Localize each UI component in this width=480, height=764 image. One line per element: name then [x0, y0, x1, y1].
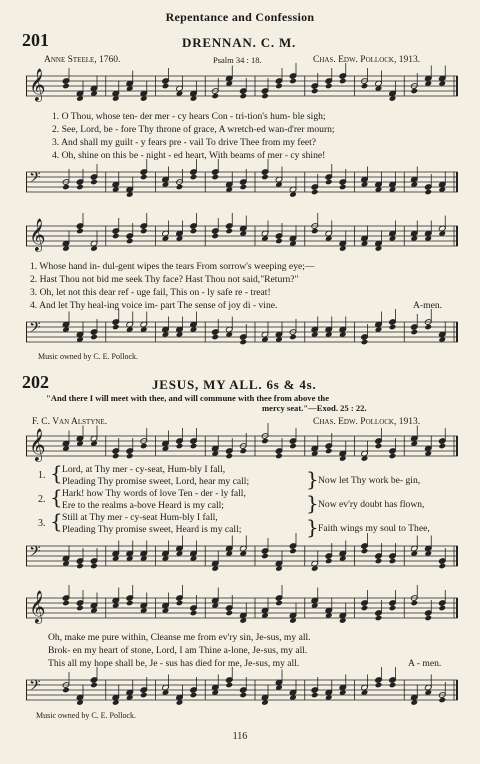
- svg-text:𝄞: 𝄞: [29, 68, 46, 101]
- hymn-201-s2-verse-3: 3. Oh, let not this dear ref - uge fail, This on - ly safe re - treat!: [30, 287, 271, 298]
- hymn-202-verse-3-number: 3.: [38, 518, 46, 529]
- hymn-202-brace-1: {: [50, 461, 63, 485]
- hymn-202-verse-1-number: 1.: [38, 470, 46, 481]
- hymn-202-epigraph-2: mercy seat."—Exod. 25 : 22.: [262, 403, 367, 413]
- hymn-201-bass-staff-1: [26, 164, 458, 204]
- hymn-201-footnote: Music owned by C. E. Pollock.: [38, 352, 138, 361]
- hymn-201-treble-staff-2: [26, 218, 458, 258]
- hymn-201-reference: Psalm 34 : 18.: [213, 55, 262, 65]
- hymn-202-author: F. C. Van Alstyne.: [32, 417, 108, 427]
- hymn-202-right-line-1: Now let Thy work be- gin,: [318, 475, 421, 486]
- hymn-202-v3-line-a: Still at Thy mer - cy-seat Hum-bly I fall,: [62, 512, 218, 523]
- hymn-202-epigraph-1: "And there I will meet with thee, and will commune with thee from above the: [46, 393, 330, 403]
- hymn-201-s1-verse-1: 1. O Thou, whose ten- der mer - cy hears Con - tri-tion's hum- ble sigh;: [52, 111, 326, 122]
- hymn-202-number: 202: [22, 372, 49, 392]
- hymn-201-s1-verse-2: 2. See, Lord, be - fore Thy throne of grace, A wretch-ed wan-d'rer mourn;: [52, 124, 335, 135]
- svg-text:𝄢: 𝄢: [29, 319, 41, 340]
- hymn-202-s2-verse-2: Brok- en my heart of stone, Lord, I am Thine a-lone, Je-sus, my all.: [48, 645, 308, 656]
- hymn-202-bass-staff-2: [26, 672, 458, 712]
- hymn-201-s2-verse-4: 4. And let Thy heal-ing voice im- part The sense of joy di - vine.: [30, 300, 278, 311]
- hymn-201-bass-staff-2: [26, 314, 458, 354]
- hymn-201-s2-verse-1: 1. Whose hand in- dul-gent wipes the tears From sorrow's weeping eye;—: [30, 261, 315, 272]
- hymn-202-s2-verse-3: This all my hope shall be, Je - sus has died for me, Je-sus, my all.: [48, 658, 300, 669]
- hymn-202-brace-right-3: }: [306, 515, 319, 539]
- hymn-201-composer: Chas. Edw. Pollock, 1913.: [313, 55, 421, 65]
- hymn-202-s2-verse-1: Oh, make me pure within, Cleanse me from ev'ry sin, Je-sus, my all.: [48, 632, 311, 643]
- hymn-201-s2-verse-2: 2. Hast Thou not bid me seek Thy face? Hast Thou not said,"Return?": [30, 274, 299, 285]
- hymn-202-treble-staff-1: [26, 428, 458, 468]
- hymn-201-tune: DRENNAN. C. M.: [182, 35, 297, 50]
- hymn-202-brace-right-2: }: [306, 491, 319, 515]
- hymn-202-right-line-3: Faith wings my soul to Thee,: [318, 523, 430, 534]
- hymn-202-v3-line-b: Pleading Thy promise sweet, Heard is my call;: [62, 524, 242, 535]
- hymn-201-treble-staff-1: [26, 68, 458, 108]
- page-number: 116: [232, 731, 248, 742]
- hymn-202-bass-staff-1: [26, 538, 458, 578]
- svg-text:𝄢: 𝄢: [29, 169, 41, 190]
- hymn-202-v2-line-a: Hark! how Thy words of love Ten - der - ly fall,: [62, 488, 246, 499]
- hymn-202-brace-right-1: }: [306, 467, 319, 491]
- hymn-202-v2-line-b: Ere to the realms a-bove Heard is my call;: [62, 500, 224, 511]
- hymn-202-tune: JESUS, MY ALL. 6s & 4s.: [152, 377, 317, 392]
- hymn-202-right-line-2: Now ev'ry doubt has flown,: [318, 499, 425, 510]
- svg-text:𝄞: 𝄞: [29, 590, 46, 623]
- svg-text:𝄞: 𝄞: [29, 428, 46, 461]
- hymn-202-v1-line-b: Pleading Thy promise sweet, Lord, hear my call;: [62, 476, 250, 487]
- hymn-202-brace-3: {: [50, 509, 63, 533]
- hymn-201-s1-verse-4: 4. Oh, shine on this be - night - ed heart, With beams of mer - cy shine!: [52, 150, 326, 161]
- hymn-202-composer: Chas. Edw. Pollock, 1913.: [313, 417, 421, 427]
- hymn-202-footnote: Music owned by C. E. Pollock.: [36, 711, 136, 720]
- svg-text:𝄢: 𝄢: [29, 543, 41, 564]
- hymn-201-number: 201: [22, 30, 49, 50]
- hymn-202-brace-2: {: [50, 485, 63, 509]
- page-header: Repentance and Confession: [165, 10, 315, 24]
- svg-text:𝄢: 𝄢: [29, 677, 41, 698]
- hymn-201-author: Anne Steele, 1760.: [44, 55, 121, 65]
- hymn-202-amen: A - men.: [408, 658, 442, 669]
- hymn-202-v1-line-a: Lord, at Thy mer - cy-seat, Hum-bly I fall,: [62, 464, 226, 475]
- svg-text:𝄞: 𝄞: [29, 218, 46, 251]
- hymn-202-verse-2-number: 2.: [38, 494, 46, 505]
- hymn-202-treble-staff-2: [26, 590, 458, 630]
- hymn-201-amen: A-men.: [413, 300, 443, 311]
- hymn-201-s1-verse-3: 3. And shall my guilt - y fears pre - vail To drive Thee from my feet?: [52, 137, 317, 148]
